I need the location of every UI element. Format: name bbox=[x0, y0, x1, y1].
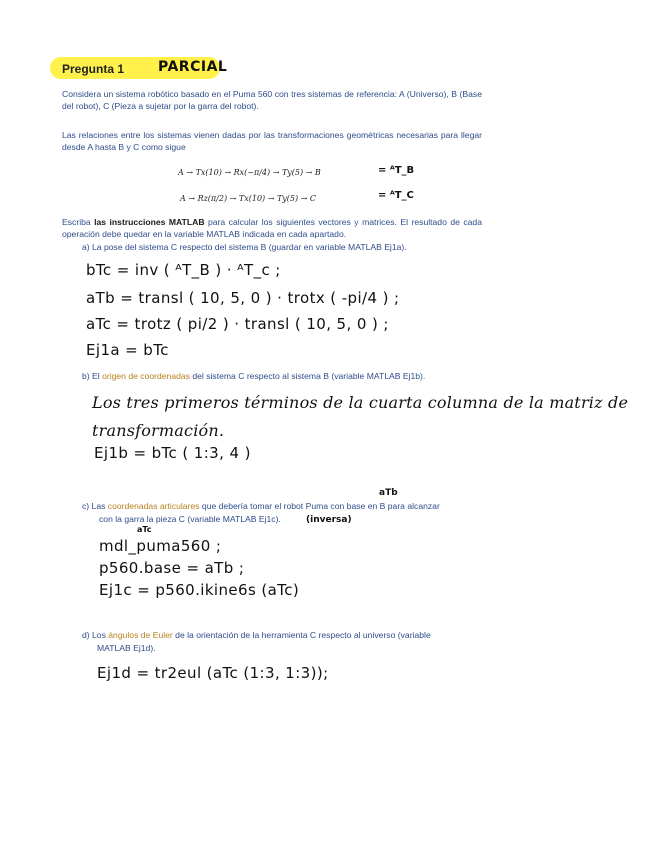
part-c-line-2: p560.base = aTb ; bbox=[99, 559, 245, 577]
part-c-prompt: c) Las coordenadas articulares que debería tomar el robot Puma con base en B para alcanzar bbox=[82, 501, 440, 511]
equation-b: A → Tx(10) → Rx(−π/4) → Ty(5) → B bbox=[178, 168, 321, 177]
part-d-prompt: d) Los ángulos de Euler de la orientación de la herramienta C respecto al universo (variable bbox=[82, 630, 431, 640]
part-a-line-1: bTc = inv ( ᴬT_B ) · ᴬT_c ; bbox=[86, 261, 281, 279]
part-b-line-3: Ej1b = bTc ( 1:3, 4 ) bbox=[94, 444, 251, 462]
instructions-paragraph: Escriba las instrucciones MATLAB para calcular los siguientes vectores y matrices. El resultado de cada operación debe quedar en la variable MATLAB indicada en cada apartado. bbox=[62, 217, 482, 239]
part-c-line-1: mdl_puma560 ; bbox=[99, 537, 222, 555]
part-a-prompt: a) La pose del sistema C respecto del sistema B (guardar en variable MATLAB Ej1a). bbox=[82, 242, 407, 252]
part-c-note-atb: aTb bbox=[379, 488, 398, 498]
part-a-line-4: Ej1a = bTc bbox=[86, 341, 169, 359]
part-c-note-inversa: (inversa) bbox=[306, 515, 352, 525]
part-a-line-3: aTc = trotz ( pi/2 ) · transl ( 10, 5, 0 ) ; bbox=[86, 315, 389, 333]
equation-c: A → Rz(π/2) → Tx(10) → Ty(5) → C bbox=[180, 194, 317, 203]
part-d-prompt-2: MATLAB Ej1d). bbox=[97, 643, 156, 653]
question-title: Pregunta 1 bbox=[62, 62, 125, 76]
part-c-line-3: Ej1c = p560.ikine6s (aTc) bbox=[99, 581, 300, 599]
handwritten-tag: PARCIAL bbox=[158, 59, 228, 75]
part-a-line-2: aTb = transl ( 10, 5, 0 ) · trotx ( -pi/4 ) ; bbox=[86, 289, 400, 307]
equation-c-result: = ᴬT_C bbox=[378, 190, 414, 201]
part-b-prompt: b) El origen de coordenadas del sistema C respecto al sistema B (variable MATLAB Ej1b). bbox=[82, 371, 426, 381]
part-b-line-1: Los tres primeros términos de la cuarta columna de la matriz de bbox=[92, 393, 629, 412]
intro-paragraph-2: Las relaciones entre los sistemas vienen dadas por las transformaciones geométricas necesarias para llegar desde A hasta B y C como sigue bbox=[62, 130, 482, 152]
part-d-line-1: Ej1d = tr2eul (aTc (1:3, 1:3)); bbox=[97, 664, 329, 682]
part-b-line-2: transformación. bbox=[92, 421, 225, 440]
equation-b-result: = ᴬT_B bbox=[378, 165, 415, 176]
part-c-prompt-2: con la garra la pieza C (variable MATLAB Ej1c). bbox=[99, 514, 281, 524]
part-c-note-atc: aTc bbox=[137, 525, 152, 534]
intro-paragraph-1: Considera un sistema robótico basado en el Puma 560 con tres sistemas de referencia: A (Universo), B (Base del robot), C (Pieza a sujetar por la garra del robot). bbox=[62, 89, 482, 111]
